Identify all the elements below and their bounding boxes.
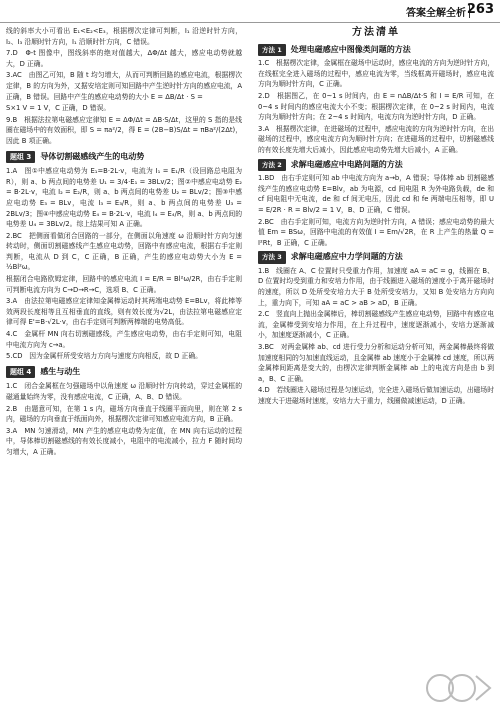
method-list-title: 方法清单 bbox=[352, 27, 400, 38]
method-title: 求解电磁感应中力学问题的方法 bbox=[290, 252, 403, 262]
paragraph: 3.AC 由图乙可知，B 随 t 均匀增大，从而可判断回路的感应电流，根据楞次定律，B 的方向为外，又据安培定则可知回路中产生逆时针方向的感应电流，A 正确，B 错误。回路中产生的感应电动势的大小 E = ΔB/Δt · S = bbox=[6, 71, 242, 101]
method-title: 求解电磁感应中电路问题的方法 bbox=[290, 159, 403, 169]
method-heading bbox=[258, 251, 494, 264]
page-header bbox=[0, 0, 500, 23]
paragraph: 3.A 由法拉第电磁感应定律知金属棒运动时其两端电动势 E=BLv，将此棒等效两段长度相等且互相垂直的直线，则有效长度为√2L，由法拉第电磁感应定律可得 E'=B·√2L·v，由右手定则可判断两棒端的电势高低。 bbox=[6, 297, 242, 327]
paragraph: 2.C 竖直向上抛出金属棒后，棒切割磁感线产生感应电动势，回路中有感应电流，金属棒受到安培力作用，在上升过程中，速度逐渐减小，安培力逐渐减小，加速度逐渐减小，C 正确。 bbox=[258, 310, 494, 340]
paragraph: 1.BD 由右手定则可知 ab 中电流方向为 a→b，A 错误；导体棒 ab 切割磁感线产生的感应电动势 E=Blv，ab 为电源，cd 间电阻 R 为外电路负载，de 和 cf 间电阻中无电流，de 和 cf 间无电压，因此 cd 和 fe 两端电压相等，即 U = E/2R · R = Blv/2 = 1 V，B、D 正确，C 错误。 bbox=[258, 174, 494, 214]
method-title: 处理电磁感应中图像类问题的方法 bbox=[290, 44, 411, 54]
header-title: 答案全解全析 bbox=[406, 8, 466, 19]
section-tag: 题组 4 bbox=[6, 366, 35, 379]
method-tag: 方法 1 bbox=[258, 44, 286, 57]
section-heading bbox=[6, 366, 242, 379]
section-heading bbox=[6, 151, 242, 164]
paragraph: 线的斜率大小可看出 E₁<E₂<E₃，根据楞次定律可判断，I₁ 沿逆时针方向，I₂、I₃ 沿顺时针方向，I₁ 沿顺时针方向，C 错误。 bbox=[6, 27, 242, 46]
paragraph: 5.CD 因为金属杆所受安培力方向与速度方向相反，故 D 正确。 bbox=[6, 352, 202, 361]
paragraph: 2.BC 把侧面看做闭合回路的一部分，在侧面以角速度 ω 沿顺时针方向匀速转动时，侧面切割磁感线产生感应电动势，回路中有感应电流，根据右手定则判断，电流从 D 到 C，C 正确，B 正确，产生的感应电动势大小为 E = ½Bl²ω。 bbox=[6, 231, 242, 272]
paragraph: 3.BC 对两金属棒 ab、cd 进行受力分析和运动分析可知，两金属棒最终将做加速度相同的匀加速直线运动，且金属棒 ab 速度小于金属棒 cd 速度，所以两金属棒间距离是变大的，由楞次定律判断金属棒 ab 上的电流方向是由 b 到 a，B、C 正确。 bbox=[258, 343, 494, 383]
paragraph: 3.A 根据楞次定律，在进磁场的过程中，感应电流的方向为逆时针方向，在出磁场的过程中，感应电流方向为顺时针方向；在进磁场的过程中，切割磁感线的有效长度先增大后减小，因此感应电动势先增大后减小，A 正确。 bbox=[258, 124, 494, 154]
paragraph: 4.D 若线圈进入磁场过程是匀速运动，完全进入磁场后做加速运动，出磁场时速度大于进磁场时速度，安培力大于重力，线圈做减速运动，D 正确。 bbox=[258, 386, 495, 405]
paragraph: S×1 V = 1 V，C 正确，D 错误。 bbox=[6, 104, 111, 113]
paragraph: 2.B 由题意可知，在第 1 s 内，磁场方向垂直于线圈平面向里，则在第 2 s 内，磁场的方向垂直于纸面向外，根据楞次定律可知感应电流方向，B 正确。 bbox=[6, 404, 242, 424]
section-tag: 题组 3 bbox=[6, 151, 35, 164]
section-title: 导体切割磁感线产生的电动势 bbox=[40, 151, 145, 161]
page-number: 263 bbox=[466, 2, 494, 17]
paragraph: 1.C 闭合金属框在匀强磁场中以角速度 ω 沿顺时针方向转动，穿过金属框的磁通量始终为零，没有感应电流，C 正确，A、B、D 错误。 bbox=[6, 382, 242, 401]
paragraph: 7.D Φ-t 图像中，图线斜率的绝对值越大，ΔΦ/Δt 越大，感应电动势就越大，D 正确。 bbox=[6, 49, 242, 68]
paragraph: 2.BC 由右手定则可知，电流方向为逆时针方向，A 错误；感应电动势的最大值 Em = BSω，回路中电流的有效值 I = Em/√2R，在 R 上产生的热量 Q = I²Rt，B 正确，C 正确。 bbox=[258, 217, 494, 247]
method-tag: 方法 2 bbox=[258, 159, 286, 172]
method-heading bbox=[258, 159, 494, 172]
paragraph: 9.B 根据法拉第电磁感应定律知 E = ΔΦ/Δt = ΔB·S/Δt，这里的 S 指的是线圈在磁场中的有效面积，即 S = πa²/2，得 E = (2B−B)S/Δt = πBa²/(2Δt)，因此 B 项正确。 bbox=[6, 115, 242, 145]
paragraph: 2.D 根据图乙，在 0~1 s 时间内，由 E = nΔB/Δt·S 和 I = E/R 可知，在 0~4 s 时间内的感应电流大小不变；根据楞次定律，在 0~2 s 时间内，电流方向为顺时针方向；在 2~4 s 时间内，电流方向为逆时针方向，D 正确。 bbox=[258, 91, 494, 122]
method-tag: 方法 3 bbox=[258, 251, 286, 264]
watermark-logo-icon bbox=[424, 668, 494, 708]
paragraph: 1.B 线圈在 A、C 位置时只受重力作用，加速度 aA = aC = g，线圈在 B、D 位置时均受到重力和安培力作用，由于线圈进入磁场的速度小于离开磁场时的速度，所以 D 处所受安培力大于 B 处所受安培力，又知 B 处安培力方向向上，重力向下，可知 aA = aC > aB > aD，B 正确。 bbox=[258, 266, 494, 307]
left-column bbox=[6, 26, 242, 459]
paragraph: 根据闭合电路欧姆定律，回路中的感应电流 I = E/R = Bl²ω/2R，由右手定则可判断电流方向为 C→D→R→C，选项 B、C 正确。 bbox=[6, 275, 242, 294]
paragraph: 4.C 金属杆 MN 向右切割磁感线，产生感应电动势，由右手定则可知，电阻中电流方向为 c→a。 bbox=[6, 330, 242, 349]
paragraph: 3.A MN 匀速滑动，MN 产生的感应电动势为定值，在 MN 向右运动的过程中，导体棒切割磁感线的有效长度减小，电阻中的电流减小，拉力 F 随时间均匀增大，A 正确。 bbox=[6, 426, 242, 456]
section-title: 感生与动生 bbox=[40, 366, 81, 376]
method-heading bbox=[258, 44, 494, 57]
paragraph: 1.A 图①中感应电动势为 E₁=B·2L·v，电流为 I₁ = E₁/R（设回路总电阻为 R），则 a、b 两点间的电势差 U₁ = 3/4·E₁ = 3BLv/2；图②中感应电动势 E₂ = B·2L·v，电流 I₂ = E₂/R，则 a、b 两点间的电势差 U₂ = BLv/2；图③中感应电动势 E₃ = BLv，电流 I₃ = E₃/R，则 a、b 两点间的电势差 U₃ = 2BLv/3；图④中感应电动势 E₄ = B·2L·v，电流 I₄ = E₄/R，则 a、b 两点间的电势差 U₄ = 3BLv/2。综上结果可知 A 正确。 bbox=[6, 167, 242, 229]
right-column bbox=[258, 26, 494, 408]
paragraph: 1.C 根据楞次定律，金属框在磁场中运动时，感应电流的方向为逆时针方向，在线框完全进入磁场的过程中，感应电流为零，当线框离开磁场时，感应电流方向为顺时针方向，C 正确。 bbox=[258, 59, 494, 89]
